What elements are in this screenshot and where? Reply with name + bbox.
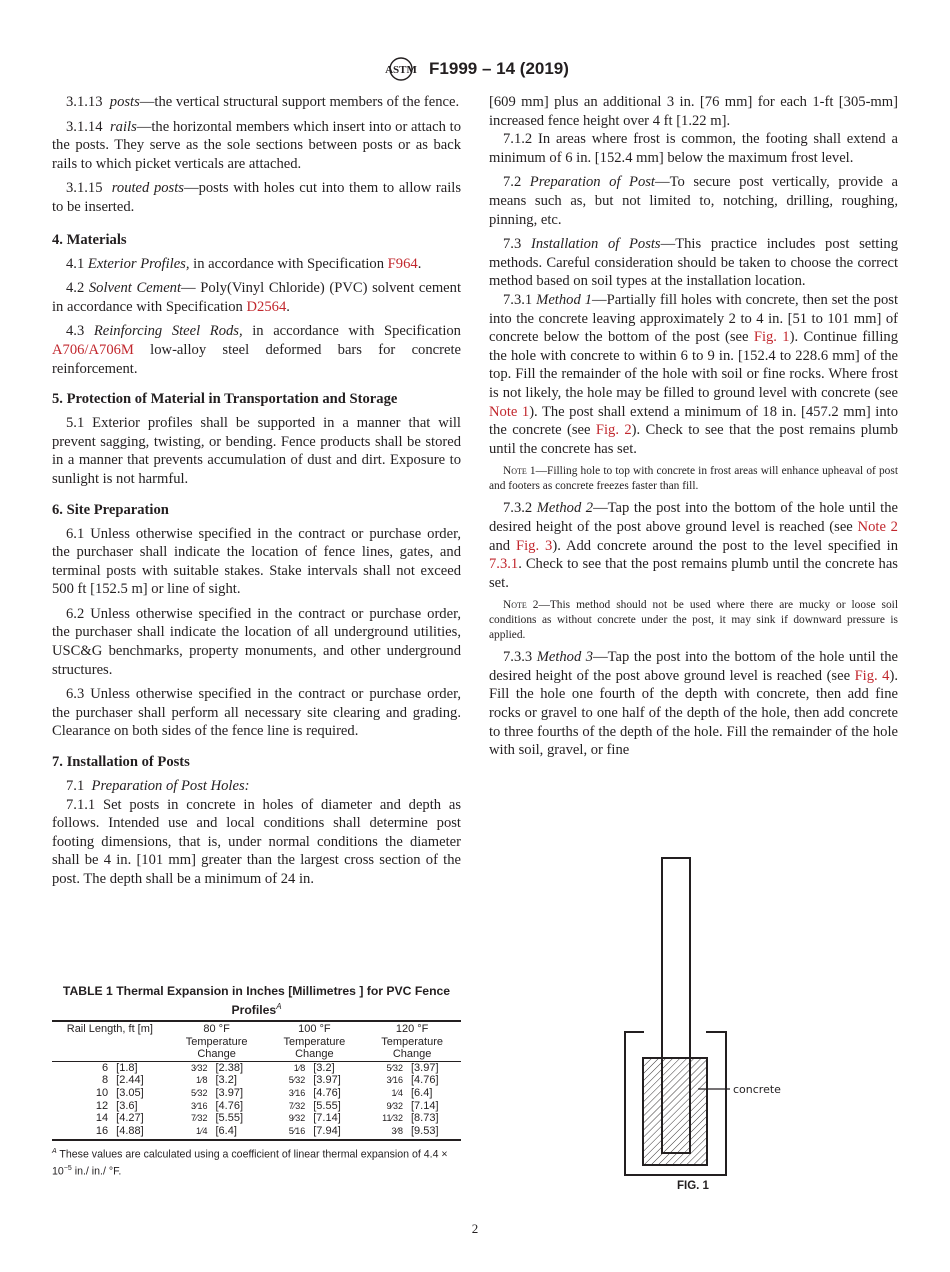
cell-t100: 5⁄16 bbox=[288, 1125, 306, 1136]
cell-t120: 11⁄32 bbox=[382, 1113, 403, 1124]
cell-ft: 8 bbox=[102, 1074, 109, 1087]
section-6-3: 6.3 Unless otherwise specified in the contract or purchase order, the purchaser shall perform all necessary site clearing and grading. Clearance on both sides of the fence line is required. bbox=[52, 686, 461, 740]
cell-t80: 3⁄16 bbox=[190, 1100, 208, 1111]
section-7-3-2: 7.3.2 Method 2—Tap the post into the bottom of the hole until the desired height of the post above ground level is reached (see Note 2 and Fig. 3). Add concrete around the post to the level specified in 7.3.1. Check to see that the post remains plumb until the concrete has set. bbox=[489, 500, 898, 591]
section-7-3: 7.3 Installation of Posts—This practice includes post setting methods. Careful consideration should be taken to choose the correct method based on soil types at the installation location. bbox=[489, 236, 898, 290]
table-row bbox=[52, 1061, 461, 1074]
section-6-2: 6.2 Unless otherwise specified in the contract or purchase order, the purchaser shall indicate the location of all underground utilities, USC&G benchmarks, property monuments, and other underground structures. bbox=[52, 605, 461, 678]
cell-t80: 5⁄32 bbox=[190, 1088, 208, 1099]
cell-t80mm: [4.76] bbox=[215, 1099, 244, 1112]
cell-t100: 3⁄16 bbox=[288, 1088, 306, 1099]
cell-m: [3.05] bbox=[116, 1087, 144, 1100]
cell-t100mm: [4.76] bbox=[313, 1087, 341, 1100]
left-column bbox=[52, 93, 461, 895]
section-3-1-15: 3.1.15 routed posts—posts with holes cut into them to allow rails to be inserted. bbox=[52, 180, 462, 215]
concrete-fill bbox=[643, 1058, 707, 1165]
col-header-80f: 80 °F Temperature Change bbox=[185, 1023, 248, 1061]
cell-t80: 7⁄32 bbox=[190, 1113, 208, 1124]
section-4-2: 4.2 Solvent Cement— Poly(Vinyl Chloride) (PVC) solvent cement in accordance with Specification D2564. bbox=[52, 280, 461, 315]
astm-logo-icon bbox=[381, 56, 421, 82]
cell-t120: 3⁄16 bbox=[386, 1075, 403, 1086]
cell-t120mm: [8.73] bbox=[410, 1112, 439, 1125]
section-5-1: 5.1 Exterior profiles shall be supported in a manner that will prevent sagging, twisting, or bending. Fence products shall be stored in a manner that prevents accumulation of dust and dirt. Exposure to sunlight is not harmful. bbox=[52, 415, 461, 487]
cell-t80mm: [3.2] bbox=[215, 1074, 237, 1087]
cell-t100mm: [5.55] bbox=[313, 1099, 341, 1112]
figure-1-diagram bbox=[600, 855, 800, 1195]
cell-t80: 1⁄8 bbox=[195, 1075, 208, 1086]
section-6-1: 6.1 Unless otherwise specified in the contract or purchase order, the purchaser shall indicate the location of fence lines, gates, and terminal posts with suitable stakes. Stake intervals shall not exceed 500 ft [152.5 m] or line of sight. bbox=[52, 525, 461, 598]
cell-t80mm: [5.55] bbox=[215, 1112, 244, 1125]
cell-t120: 3⁄8 bbox=[391, 1125, 403, 1136]
section-3-1-13: 3.1.13 posts—the vertical structural support members of the fence. bbox=[66, 94, 460, 110]
cell-t100: 1⁄8 bbox=[293, 1062, 306, 1073]
cell-t120: 1⁄4 bbox=[391, 1088, 403, 1099]
section-7-3-1: 7.3.1 Method 1—Partially fill holes with concrete, then set the post into the concrete leaving approximately 2 to 4 in. [51 to 101 mm] of concrete below the bottom of the post (see Fig. 1). Continue filling the hole with concrete to within 6 to 9 in. [152.4 to 228.6 mm] of the top. Fill the remainder of the hole with soil or fine rocks. Where frost is not likely, the hole may be filled to ground level with concrete (see Note 1). The post shall extend a minimum of 18 in. [457.2 mm] into the concrete (see Fig. 2). Check to see that the post remains plumb until the concrete has set. bbox=[489, 291, 899, 457]
heading-site-preparation: 6. Site Preparation bbox=[52, 501, 169, 518]
table-row bbox=[52, 1100, 461, 1113]
cell-m: [3.6] bbox=[116, 1099, 138, 1112]
table-row bbox=[52, 1074, 461, 1087]
concrete-label: concrete bbox=[733, 1083, 781, 1096]
table-row bbox=[52, 1125, 461, 1141]
section-4-3: 4.3 Reinforcing Steel Rods, in accordance with Specification A706/A706M low-alloy steel deformed bars for concrete reinforcement. bbox=[52, 323, 461, 377]
section-7-1-1: 7.1.1 Set posts in concrete in holes of diameter and depth as follows. Intended use and local conditions shall determine post footing dimensions, that is, under normal conditions the diameter shall be 4 in. [101 mm] greater than the largest cross section of the post. The depth shall be a minimum of 24 in. bbox=[52, 796, 461, 887]
section-7-1: 7.1 Preparation of Post Holes: bbox=[66, 778, 250, 795]
link-fig-3[interactable]: Fig. 3 bbox=[516, 537, 553, 554]
link-note-2[interactable]: Note 2 bbox=[857, 519, 898, 536]
cell-t80mm: [3.97] bbox=[215, 1087, 244, 1100]
col-header-100f: 100 °F Temperature Change bbox=[283, 1023, 346, 1061]
cell-t100: 5⁄32 bbox=[288, 1075, 306, 1086]
cell-t120: 9⁄32 bbox=[386, 1100, 403, 1111]
cell-t100mm: [3.97] bbox=[313, 1074, 341, 1087]
link-fig-2[interactable]: Fig. 2 bbox=[595, 422, 632, 439]
right-column bbox=[489, 93, 898, 766]
cell-t100: 9⁄32 bbox=[288, 1113, 306, 1124]
col-header-120f: 120 °F Temperature Change bbox=[381, 1023, 443, 1061]
section-7-3-3: 7.3.3 Method 3—Tap the post into the bottom of the hole until the desired height of the post above ground level is reached (see Fig. 4). Fill the hole one fourth of the depth with concrete, then add fine rocks or gravel to one half of the depth of the hole, then add concrete to three fourths of the depth of the hole. Fill the remainder of the hole with soil, gravel, or fine bbox=[489, 649, 898, 759]
cell-t80: 1⁄4 bbox=[195, 1125, 208, 1136]
cell-ft: 16 bbox=[95, 1124, 109, 1137]
table-row bbox=[52, 1112, 461, 1125]
link-note-1[interactable]: Note 1 bbox=[489, 403, 530, 420]
link-fig-1[interactable]: Fig. 1 bbox=[753, 329, 790, 346]
table-caption: TABLE 1 Thermal Expansion in Inches [Millimetres ] for PVC Fence Profiles$^A$ bbox=[62, 984, 451, 1018]
cell-ft: 14 bbox=[95, 1112, 109, 1125]
cell-ft: 6 bbox=[102, 1061, 109, 1074]
page-number: 2 bbox=[471, 1221, 479, 1236]
section-7-2: 7.2 Preparation of Post—To secure post vertically, provide a means such as, but not limited to, notching, drilling, roughing, pinning, etc. bbox=[489, 174, 898, 228]
thermal-expansion-table bbox=[52, 1020, 461, 1141]
cell-m: [1.8] bbox=[116, 1061, 138, 1074]
table-row bbox=[52, 1087, 461, 1100]
col-header-rail-length: Rail Length, ft [m] bbox=[66, 1023, 153, 1036]
link-a706[interactable]: A706/A706M bbox=[52, 341, 134, 358]
page-header bbox=[0, 56, 950, 82]
section-7-1-2: 7.1.2 In areas where frost is common, the footing shall extend a minimum of 6 in. [152.4 mm] below the maximum frost level. bbox=[489, 131, 898, 166]
heading-materials: 4. Materials bbox=[52, 231, 127, 248]
cell-ft: 12 bbox=[95, 1099, 109, 1112]
link-f964[interactable]: F964 bbox=[387, 255, 418, 272]
cell-m: [2.44] bbox=[116, 1074, 144, 1087]
table-body bbox=[52, 1061, 461, 1140]
cell-t120mm: [4.76] bbox=[410, 1074, 439, 1087]
cell-m: [4.88] bbox=[116, 1124, 144, 1137]
link-d2564[interactable]: D2564 bbox=[246, 298, 287, 315]
table-footnote: $^A$ These values are calculated using a coefficient of linear thermal expansion of $4.4 \times 10^{-5}$ in./ in./ °F. bbox=[52, 1148, 448, 1178]
svg-text:ASTM: ASTM bbox=[385, 64, 417, 76]
cell-t100mm: [7.14] bbox=[313, 1112, 341, 1125]
figure-1-caption: FIG. 1 bbox=[677, 1180, 709, 1192]
cell-t100mm: [3.2] bbox=[313, 1061, 335, 1074]
cell-t80mm: [2.38] bbox=[215, 1061, 244, 1074]
note-2: Note 2—This method should not be used where there are mucky or loose soil conditions as without concrete under the post, it may sink if downward pressure is applied. bbox=[489, 599, 898, 641]
section-7-1-1-continued: [609 mm] plus an additional 3 in. [76 mm] for each 1-ft [305-mm] increased fence height over 4 ft [1.22 m]. bbox=[489, 94, 898, 129]
document-title: F1999 – 14 (2019) bbox=[429, 59, 569, 78]
section-3-1-14: 3.1.14 rails—the horizontal members which insert into or attach to the posts. They serve as the sole sections between posts or as back rails to which picket verticals are attached. bbox=[52, 118, 461, 172]
heading-protection: 5. Protection of Material in Transportation and Storage bbox=[52, 391, 398, 408]
cell-ft: 10 bbox=[95, 1087, 109, 1100]
cell-t120mm: [6.4] bbox=[410, 1087, 433, 1100]
table-1 bbox=[52, 984, 461, 1178]
cell-t120mm: [7.14] bbox=[410, 1099, 439, 1112]
heading-installation: 7. Installation of Posts bbox=[52, 754, 190, 771]
section-4-1: 4.1 Exterior Profiles, in accordance with Specification F964. bbox=[66, 255, 422, 272]
cell-t100: 7⁄32 bbox=[288, 1100, 306, 1111]
cell-t100mm: [7.94] bbox=[313, 1124, 341, 1137]
cell-t120mm: [3.97] bbox=[410, 1061, 439, 1074]
cell-t120: 5⁄32 bbox=[386, 1062, 403, 1073]
link-fig-4[interactable]: Fig. 4 bbox=[854, 667, 890, 684]
link-7-3-1[interactable]: 7.3.1 bbox=[489, 556, 519, 573]
cell-t80mm: [6.4] bbox=[215, 1124, 237, 1137]
cell-t120mm: [9.53] bbox=[410, 1124, 439, 1137]
cell-m: [4.27] bbox=[116, 1112, 144, 1125]
note-1: Note 1—Filling hole to top with concrete in frost areas will enhance upheaval of post and footers as concrete freezes faster than fill. bbox=[489, 465, 898, 492]
cell-t80: 3⁄32 bbox=[190, 1062, 208, 1073]
